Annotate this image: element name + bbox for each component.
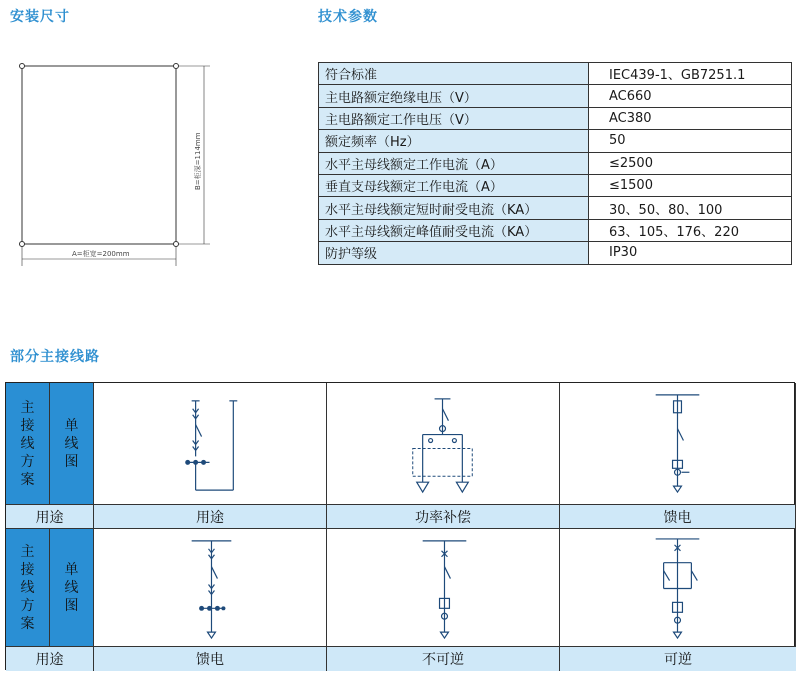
install-title: 安装尺寸 <box>10 9 70 25</box>
diagram-2-1 <box>94 529 327 647</box>
spec-value: 50 <box>589 130 792 152</box>
spec-row <box>319 130 792 152</box>
use-2-3: 可逆 <box>560 647 796 671</box>
spec-key: 垂直支母线额定工作电流（A） <box>319 174 589 196</box>
spec-key: 水平主母线额定短时耐受电流（KA） <box>319 197 589 219</box>
dim-b-label: B=柜深=114mm <box>194 132 202 190</box>
wiring-title: 部分主接线路 <box>10 349 100 365</box>
spec-key: 防护等级 <box>319 242 589 264</box>
spec-value: AC380 <box>589 107 792 129</box>
spec-value: ≤2500 <box>589 152 792 174</box>
dim-a-label: A=柜宽=200mm <box>72 250 130 258</box>
single-line-label-1: 单线图 <box>50 383 94 505</box>
spec-row <box>319 197 792 219</box>
diagram-1-3 <box>560 383 796 505</box>
spec-key: 水平主母线额定峰值耐受电流（KA） <box>319 219 589 241</box>
install-dimension-drawing <box>0 40 240 280</box>
spec-value: ≤1500 <box>589 174 792 196</box>
spec-row <box>319 219 792 241</box>
use-1-3: 馈电 <box>560 505 796 529</box>
use-label-2: 用途 <box>6 647 94 671</box>
spec-row <box>319 242 792 264</box>
single-line-label-2: 单线图 <box>50 529 94 647</box>
wiring-table <box>5 382 795 670</box>
use-label-1: 用途 <box>6 505 94 529</box>
diagram-1-2 <box>327 383 560 505</box>
diagram-2-3 <box>560 529 796 647</box>
use-1-1: 用途 <box>94 505 327 529</box>
scheme-label-2: 主接线方案 <box>6 529 50 647</box>
spec-row <box>319 85 792 107</box>
spec-row <box>319 174 792 196</box>
spec-value: 63、105、176、220 <box>589 219 792 241</box>
use-1-2: 功率补偿 <box>327 505 560 529</box>
spec-key: 额定频率（Hz） <box>319 130 589 152</box>
spec-value: AC660 <box>589 85 792 107</box>
spec-row <box>319 63 792 85</box>
use-2-1: 馈电 <box>94 647 327 671</box>
diagram-2-2 <box>327 529 560 647</box>
spec-key: 主电路额定绝缘电压（V） <box>319 85 589 107</box>
spec-key: 主电路额定工作电压（V） <box>319 107 589 129</box>
spec-value: IEC439-1、GB7251.1 <box>589 63 792 85</box>
spec-row <box>319 107 792 129</box>
spec-key: 水平主母线额定工作电流（A） <box>319 152 589 174</box>
tech-title: 技术参数 <box>318 9 378 25</box>
spec-key: 符合标准 <box>319 63 589 85</box>
spec-value: IP30 <box>589 242 792 264</box>
spec-row <box>319 152 792 174</box>
scheme-label-1: 主接线方案 <box>6 383 50 505</box>
tech-spec-table <box>318 62 792 265</box>
spec-value: 30、50、80、100 <box>589 197 792 219</box>
use-2-2: 不可逆 <box>327 647 560 671</box>
diagram-1-1 <box>94 383 327 505</box>
